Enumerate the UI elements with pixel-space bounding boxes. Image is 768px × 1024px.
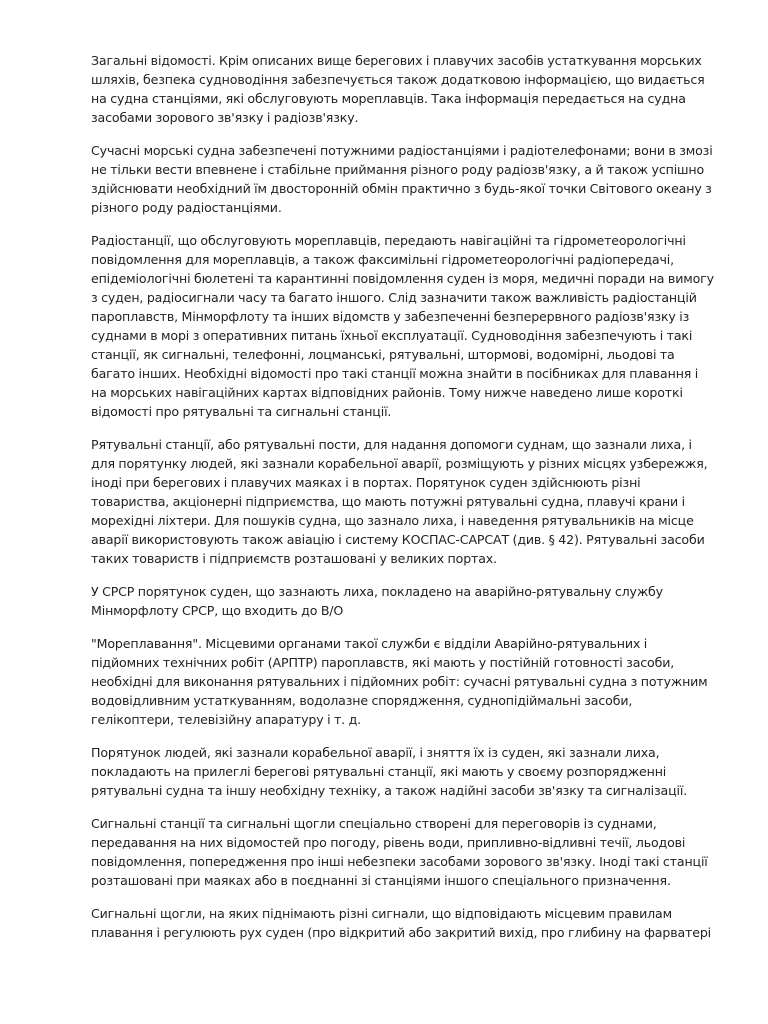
paragraph-signal-stations: Сигнальні станції та сигнальні щогли спеціально створені для переговорів із суднами, передавання на них відомостей про погоду, рівень води, припливно-відливні течії, льодові повідомлення, попередження про інші небезпеки засобами зорового зв'язку. Іноді такі станції розташовані при маяках або в поєднанні зі станціями іншого спеціального призначення. (91, 816, 708, 888)
paragraph-signal-masts: Сигнальні щогли, на яких піднімають різні сигнали, що відповідають місцевим правилам плавання і регулюють рух суден (про відкритий або закритий вихід, про глибину на фарватері (91, 906, 712, 940)
document-page (91, 51, 716, 956)
paragraph-ussr-rescue: У СРСР порятунок суден, що зазнають лиха, покладено на аварійно-рятувальну службу Мінморфлоту СРСР, що входить до В/О (91, 584, 663, 618)
paragraph-rescue-people: Порятунок людей, які зазнали корабельної аварії, і зняття їх із суден, які зазнали лиха, покладають на прилеглі берегові рятувальні станції, які мають у своєму розпорядженні рятувальні судна та іншу необхідну техніку, а також надійні засоби зв'язку та сигналізації. (91, 745, 688, 798)
paragraph-radio-stations-ships: Сучасні морські судна забезпечені потужними радіостанціями і радіотелефонами; вони в змозі не тільки вести впевнене і стабільне приймання різного роду радіозв'язку, а й також успішно здійснювати необхідний їм двосторонній обмін практично з будь-якої точки Світового океану з різного роду радіостанціями. (91, 143, 713, 215)
paragraph-rescue-stations: Рятувальні станції, або рятувальні пости, для надання допомоги суднам, що зазнали лиха, і для порятунку людей, які зазнали корабельної аварії, розміщують у різних місцях узбережжя, іноді при берегових і плавучих маяках і в портах. Порятунок суден здійснюють різні товариства, акціонерні підприємства, що мають потужні рятувальні судна, плавучі крани і морехідні ліхтери. Для пошуків судна, що зазнало лиха, і наведення рятувальників на місце аварії використовують також авіацію і систему КОСПАС-САРСАТ (див. § 42). Рятувальні засоби таких товариств і підприємств розташовані у великих портах. (91, 437, 708, 566)
paragraph-radio-stations-services: Радіостанції, що обслуговують мореплавців, передають навігаційні та гідрометеорологічні повідомлення для мореплавців, а також факсимільні гідрометеорологічні радіопередачі, епідеміологічні бюлетені та карантинні повідомлення суден із моря, медичні поради на вимогу з суден, радіосигнали часу та багато іншого. Слід зазначити також важливість радіостанцій пароплавств, Мінморфлоту та інших відомств у забезпеченні безперервного радіозв'язку із суднами в морі з оперативних питань їхньої експлуатації. Судноводіння забезпечують і такі станції, як сигнальні, телефонні, лоцманські, рятувальні, штормові, водомірні, льодові та багато інших. Необхідні відомості про такі станції можна знайти в посібниках для плавання і на морських навігаційних картах відповідних районів. Тому нижче наведено лише короткі відомості про рятувальні та сигнальні станції. (91, 233, 714, 419)
paragraph-general-info: Загальні відомості. Крім описаних вище берегових і плавучих засобів устаткування морських шляхів, безпека судноводіння забезпечується також додатковою інформацією, що видається на судна станціями, які обслуговують мореплавців. Така інформація передається на судна засобами зорового зв'язку і радіозв'язку. (91, 53, 705, 125)
paragraph-moreplavannya: "Мореплавання". Місцевими органами такої служби є відділи Аварійно-рятувальних і підйомних технічних робіт (АРПТР) пароплавств, які мають у постійній готовності засоби, необхідні для виконання рятувальних і підйомних робіт: сучасні рятувальні судна з потужним водовідливним устаткуванням, водолазне спорядження, суднопідіймальні засоби, гелікоптери, телевізійну апаратуру і т. д. (91, 636, 708, 727)
